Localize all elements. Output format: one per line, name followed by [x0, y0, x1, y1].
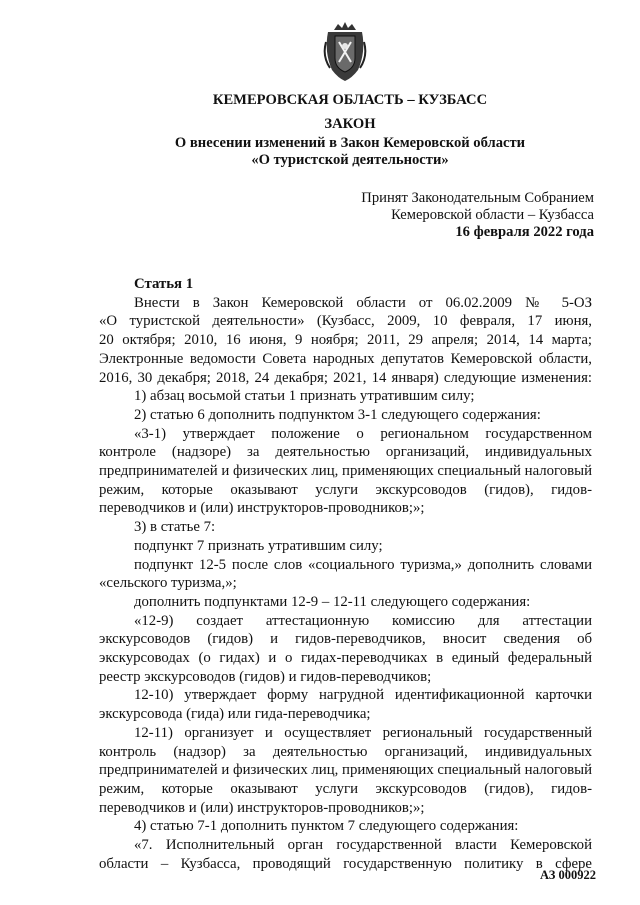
adoption-date: 16 февраля 2022 года [455, 224, 594, 240]
adoption-line-1: Принят Законодательным Собранием [361, 190, 594, 206]
body-line: «7. Исполнительный орган государственной власти Кемеровской [134, 837, 592, 854]
body-line: предпринимателей и физических лиц, применяющих специальный налоговый [99, 463, 592, 480]
body-line: режим, которые оказывают услуги экскурсоводов (гидов), гидов- [99, 481, 592, 498]
body-line: 12-10) утверждает форму нагрудной идентификационной карточки [134, 687, 592, 704]
body-line: «3-1) утверждает положение о региональном государственном [134, 425, 592, 442]
adoption-line-2: Кемеровской области – Кузбасса [391, 207, 594, 223]
body-line: 2016, 30 декабря; 2018, 24 декабря; 2021, 14 января) следующие изменения: [99, 369, 592, 386]
body-line: 12-11) организует и осуществляет региональный государственный [134, 724, 592, 741]
body-line: контроле (надзоре) за деятельностью организаций, индивидуальных [99, 444, 592, 461]
body-line: реестр экскурсоводов (гидов) и гидов-переводчиков; [99, 668, 432, 685]
body-line: экскурсоводов (гидов) и гидов-переводчиков, вносит сведения об [99, 631, 592, 648]
body-line: 20 октября; 2010, 16 июня, 9 ноября; 2011, 29 апреля; 2014, 14 марта; [99, 332, 592, 349]
body-line: подпункт 12-5 после слов «социального туризма,» дополнить словами [134, 556, 592, 573]
body-line: экскурсоводах (о гидах) и о гидах-переводчиках в единый федеральный [99, 650, 592, 667]
body-line: Электронные ведомости Совета народных депутатов Кемеровской области, [99, 350, 592, 367]
body-line: Внести в Закон Кемеровской области от 06.02.2009 № 5-ОЗ [134, 294, 592, 311]
document-type: ЗАКОН [324, 116, 376, 132]
body-line: контроль (надзор) за деятельностью организаций, индивидуальных [99, 743, 592, 760]
article-body [99, 275, 592, 874]
body-line: переводчиков и (или) инструкторов-проводников;»; [99, 500, 425, 517]
body-line: 2) статью 6 дополнить подпунктом 3-1 следующего содержания: [134, 406, 541, 423]
body-line: предпринимателей и физических лиц, применяющих специальный налоговый [99, 762, 592, 779]
body-line: 4) статью 7-1 дополнить пунктом 7 следующего содержания: [134, 818, 519, 835]
body-line: 1) абзац восьмой статьи 1 признать утратившим силу; [134, 388, 475, 405]
body-line: экскурсовода (гида) или гида-переводчика; [99, 706, 371, 723]
body-line: 3) в статье 7: [134, 519, 216, 536]
form-serial-number: АЗ 000922 [540, 868, 596, 882]
body-line: «сельского туризма,»; [99, 575, 237, 592]
body-line: «О туристской деятельности» (Кузбасс, 2009, 10 февраля, 17 июня, [99, 313, 592, 330]
law-title-line-2: «О туристской деятельности» [251, 152, 449, 168]
region-heading: КЕМЕРОВСКАЯ ОБЛАСТЬ – КУЗБАСС [212, 92, 488, 108]
kuzbass-coat-of-arms-icon [322, 22, 368, 82]
body-line: области – Кузбасса, проводящий государственную политику в сфере [99, 855, 592, 872]
body-line: дополнить подпунктами 12-9 – 12-11 следующего содержания: [134, 593, 531, 610]
body-line: подпункт 7 признать утратившим силу; [134, 537, 383, 554]
article-heading: Статья 1 [134, 276, 194, 292]
body-line: режим, которые оказывают услуги экскурсоводов (гидов), гидов- [99, 780, 592, 797]
body-line: «12-9) создает аттестационную комиссию для аттестации [134, 612, 592, 629]
law-title-line-1: О внесении изменений в Закон Кемеровской области [174, 135, 526, 151]
body-line: переводчиков и (или) инструкторов-проводников;»; [99, 799, 425, 816]
